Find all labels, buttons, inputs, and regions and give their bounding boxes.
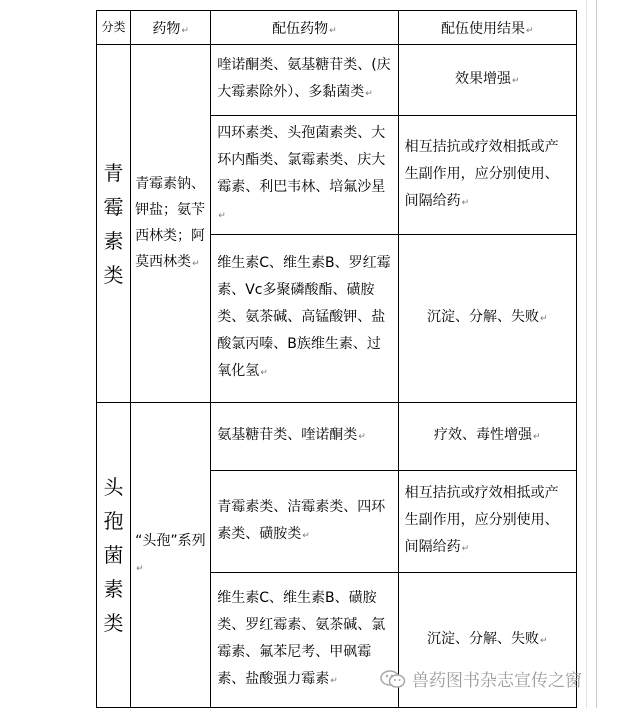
page-edge-line xyxy=(596,0,597,708)
compatibility-table xyxy=(96,10,577,708)
category-cell xyxy=(97,45,131,403)
result-cell: 疗效、毒性增强↵ xyxy=(398,403,576,471)
combination-cell: 四环素类、头孢菌素类、大环内酯类、氯霉素类、庆大霉素、利巴韦林、培氟沙星↵ xyxy=(211,116,398,235)
table-row xyxy=(97,45,577,116)
combination-cell: 氨基糖苷类、喹诺酮类↵ xyxy=(211,403,398,471)
header-category: 分类 xyxy=(97,11,131,45)
header-result: 配伍使用结果↵ xyxy=(398,11,576,45)
combination-cell: 维生素C、维生素B、磺胺类、罗红霉素、氨茶碱、氯霉素、氟苯尼考、甲砜霉素、盐酸强力霉素↵ xyxy=(211,573,398,708)
drug-label: “头孢”系列 xyxy=(135,533,206,549)
wechat-icon xyxy=(380,670,406,688)
wechat-watermark xyxy=(380,666,582,691)
category-cell xyxy=(97,403,131,708)
header-combination: 配伍药物↵ xyxy=(211,11,398,45)
header-drug: 药物↵ xyxy=(131,11,211,45)
result-cell: 沉淀、分解、失败↵ xyxy=(398,235,576,403)
watermark-text: 兽药图书杂志宣传之窗 xyxy=(412,671,582,691)
table-row xyxy=(97,403,577,471)
combination-cell: 喹诺酮类、氨基糖苷类、(庆大霉素除外）、多黏菌类↵ xyxy=(211,45,398,116)
result-cell: 沉淀、分解、失败↵ xyxy=(398,573,576,708)
category-label: 青霉素类 xyxy=(103,160,124,287)
result-cell: 相互拮抗或疗效相抵或产生副作用，应分别使用、间隔给药↵ xyxy=(398,471,576,573)
drug-label: 青霉素钠、钾盐；氨苄西林类；阿莫西林类 xyxy=(135,175,206,270)
drug-cell: 青霉素钠、钾盐；氨苄西林类；阿莫西林类↵ xyxy=(131,45,211,403)
category-label: 头孢菌素类 xyxy=(103,475,124,635)
page-guide-line xyxy=(586,0,587,708)
drug-cell: “头孢”系列↵ xyxy=(131,403,211,708)
combination-cell: 青霉素类、洁霉素类、四环素类、磺胺类↵ xyxy=(211,471,398,573)
header-row xyxy=(97,11,577,45)
result-cell: 效果增强↵ xyxy=(398,45,576,116)
result-cell: 相互拮抗或疗效相抵或产生副作用，应分别使用、间隔给药↵ xyxy=(398,116,576,235)
combination-cell: 维生素C、维生素B、罗红霉素、Vc多聚磷酸酯、磺胺类、氨茶碱、高锰酸钾、盐酸氯丙嗪、B族维生素、过氧化氢↵ xyxy=(211,235,398,403)
